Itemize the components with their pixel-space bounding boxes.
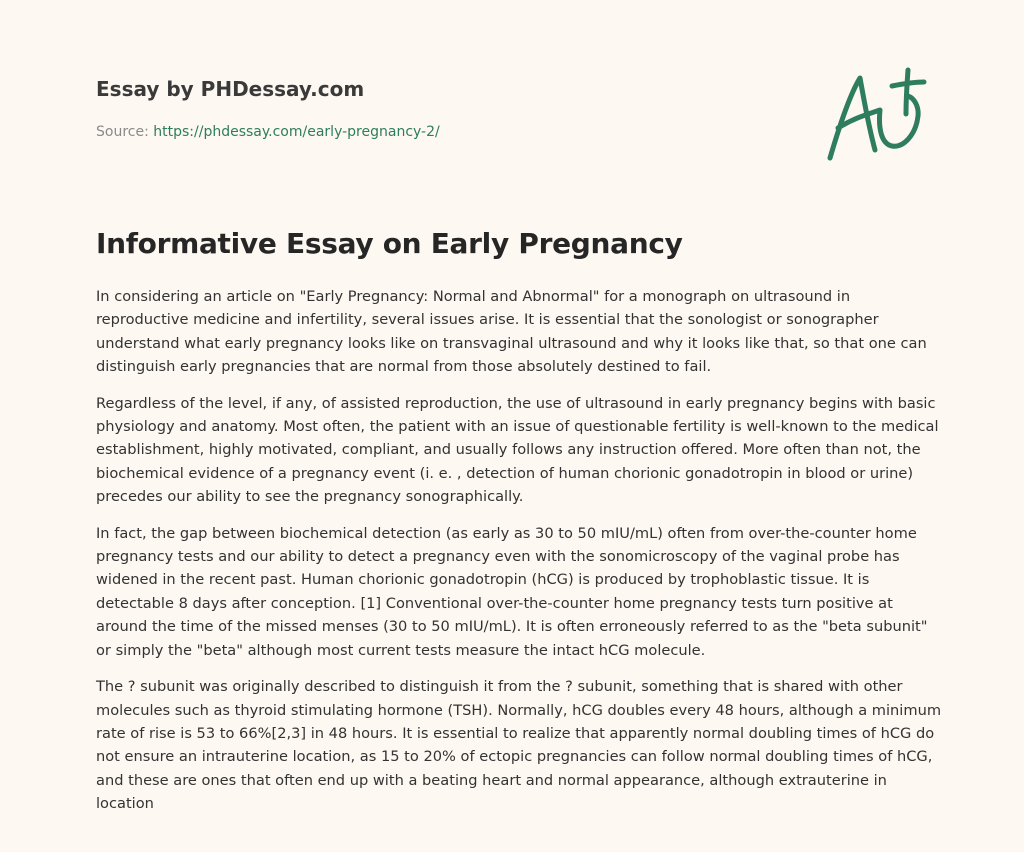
source-line — [96, 124, 440, 140]
site-brand: Essay by PHDessay.com — [96, 77, 365, 101]
essay-paragraph: In considering an article on "Early Pregnancy: Normal and Abnormal" for a monograph on ultrasound in reproductive medicine and infertility, several issues arise. It is essential that the sonologist or sonographer understand what early pregnancy looks like on transvaginal ultrasound and why it looks like that, so that one can distinguish early pregnancies that are normal from those absolutely destined to fail. — [96, 288, 927, 376]
essay-title: Informative Essay on Early Pregnancy — [96, 227, 683, 260]
essay-paragraph: In fact, the gap between biochemical detection (as early as 30 to 50 mIU/mL) often from over-the-counter home pregnancy tests and our ability to detect a pregnancy even with the sonomicroscopy of the vaginal probe has widened in the recent past. Human chorionic gonadotropin (hCG) is produced by trophoblastic tissue. It is detectable 8 days after conception. [1] Conventional over-the-counter home pregnancy tests turn positive at around the time of the missed menses (30 to 50 mIU/mL). It is often erroneously referred to as the "beta subunit" or simply the "beta" although most current tests measure the intact hCG molecule. — [96, 524, 928, 659]
essay-body — [96, 285, 946, 829]
essay-paragraph: Regardless of the level, if any, of assisted reproduction, the use of ultrasound in early pregnancy begins with basic physiology and anatomy. Most often, the patient with an issue of questionable fertility is well-known to the medical establishment, highly motivated, compliant, and usually follows any instruction offered. More often than not, the biochemical evidence of a pregnancy event (i. e. , detection of human chorionic gonadotropin in blood or urine) precedes our ability to see the pregnancy sonographically. — [96, 394, 939, 506]
a-plus-logo-icon — [820, 64, 930, 164]
essay-paragraph: The ? subunit was originally described to distinguish it from the ? subunit, something that is shared with other molecules such as thyroid stimulating hormone (TSH). Normally, hCG doubles every 48 hours, although a minimum rate of rise is 53 to 66%[2,3] in 48 hours. It is essential to realize that apparently normal doubling times of hCG do not ensure an intrauterine location, as 15 to 20% of ectopic pregnancies can follow normal doubling times of hCG, and these are ones that often end up with a beating heart and normal appearance, although extrauterine in location — [96, 678, 942, 813]
source-label: Source: — [96, 124, 149, 140]
source-link[interactable]: https://phdessay.com/early-pregnancy-2/ — [153, 124, 440, 140]
